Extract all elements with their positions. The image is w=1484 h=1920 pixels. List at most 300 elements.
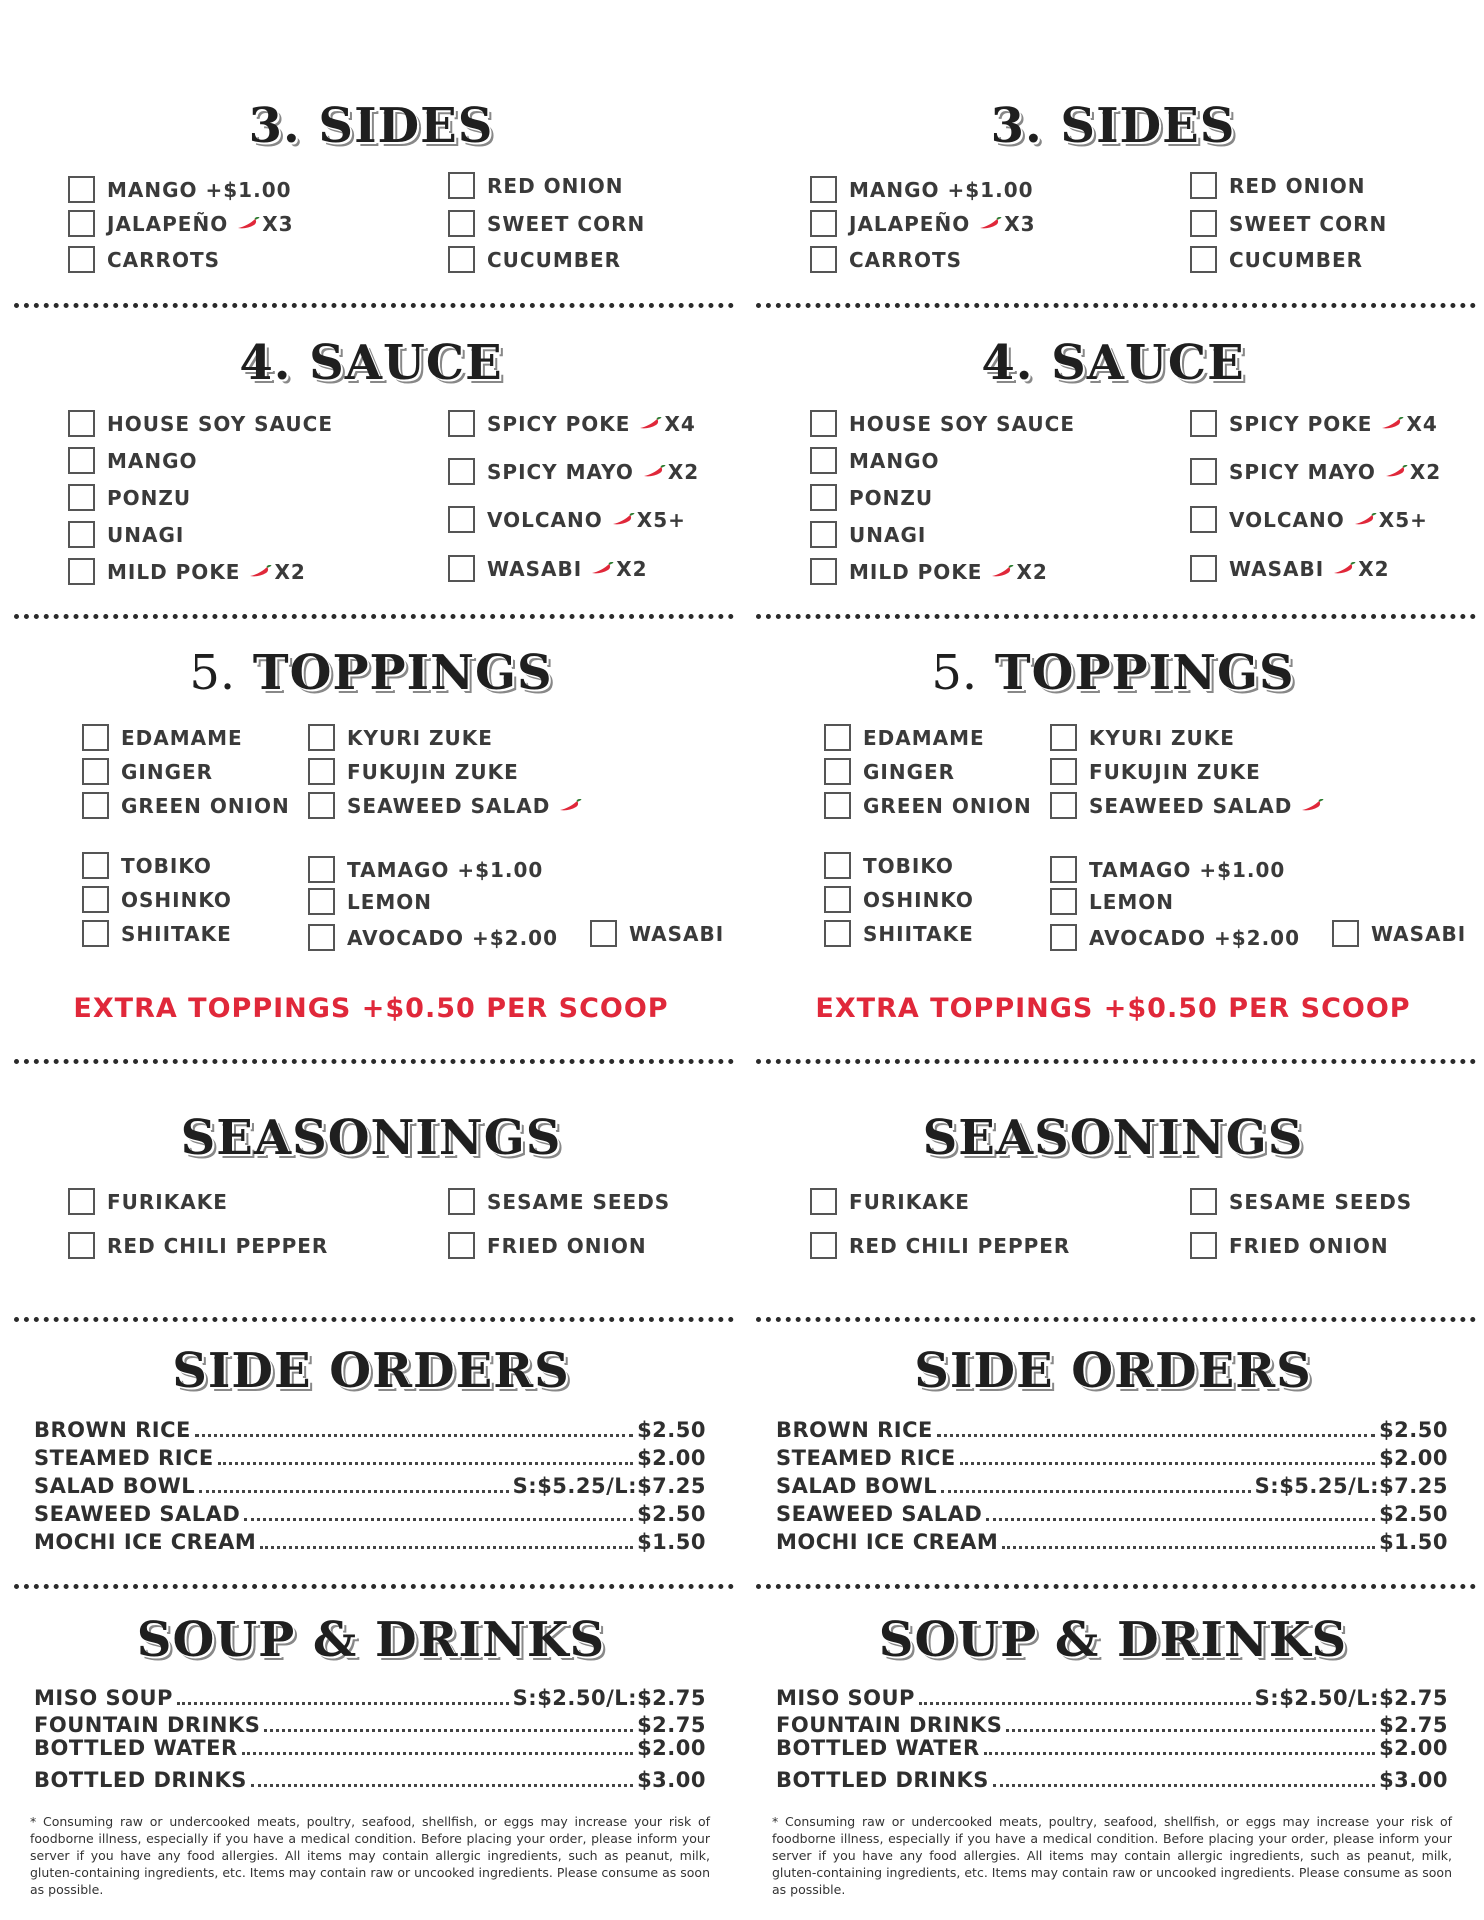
allergy-disclaimer: * Consuming raw or undercooked meats, poultry, seafood, shellfish, or eggs may increase your risk of foodborne illness, especially if you have a medical condition. Before placing your order, please inform your server if you have any food allergies. All items may contain allergic ingredients, such as peanut, milk, gluten-containing ingredients, etc. Items may contain raw or uncooked ingredients. Please consume as soon as possible.	[30, 1814, 710, 1897]
item-price: $2.00	[637, 1736, 706, 1760]
chili-pepper-icon	[978, 217, 1002, 230]
checkbox[interactable]	[1190, 458, 1217, 485]
checkbox[interactable]	[308, 856, 335, 883]
option-label: LEMON	[347, 889, 433, 914]
sides-title: 3. SIDES	[248, 98, 494, 154]
menu-row	[34, 1686, 706, 1710]
checkbox[interactable]	[68, 558, 95, 585]
checkbox[interactable]	[68, 521, 95, 548]
option-jalapeno[interactable]	[68, 210, 294, 237]
checkbox[interactable]	[810, 1232, 837, 1259]
sauce-title: 4. SAUCE	[981, 335, 1245, 391]
checkbox[interactable]	[68, 210, 95, 237]
checkbox[interactable]	[824, 724, 851, 751]
chili-pepper-icon	[638, 417, 662, 430]
checkbox[interactable]	[590, 920, 617, 947]
dot-leader	[1002, 1546, 1375, 1549]
option-label: LEMON	[1089, 889, 1175, 914]
section-divider	[14, 1584, 734, 1589]
section-divider	[14, 303, 734, 308]
chili-pepper-icon	[236, 217, 260, 230]
checkbox[interactable]	[824, 758, 851, 785]
menu-row	[34, 1502, 706, 1526]
menu-row	[776, 1686, 1448, 1710]
allergy-disclaimer: * Consuming raw or undercooked meats, poultry, seafood, shellfish, or eggs may increase your risk of foodborne illness, especially if you have a medical condition. Before placing your order, please inform your server if you have any food allergies. All items may contain allergic ingredients, such as peanut, milk, gluten-containing ingredients, etc. Items may contain raw or uncooked ingredients. Please consume as soon as possible.	[772, 1814, 1452, 1897]
heat-level: X4	[664, 411, 696, 436]
heat-level: X3	[1004, 211, 1036, 236]
option-label: SWEET CORN	[487, 211, 646, 236]
option-label: SWEET CORN	[1229, 211, 1388, 236]
option-oshinko[interactable]	[82, 886, 232, 913]
option-tamago[interactable]	[308, 856, 543, 883]
chili-pepper-icon	[990, 565, 1014, 578]
menu-row	[776, 1713, 1448, 1737]
checkbox[interactable]	[810, 246, 837, 273]
checkbox[interactable]	[308, 792, 335, 819]
chili-pepper-icon	[1353, 513, 1377, 526]
checkbox[interactable]	[448, 506, 475, 533]
item-name: MISO SOUP	[776, 1686, 915, 1710]
option-green-onion[interactable]	[824, 792, 1032, 819]
menu-row	[34, 1446, 706, 1470]
toppings-title	[742, 645, 1484, 701]
checkbox[interactable]	[1050, 888, 1077, 915]
option-red-onion[interactable]	[448, 172, 624, 199]
chili-pepper-icon	[611, 513, 635, 526]
option-green-onion[interactable]	[82, 792, 290, 819]
menu-row	[776, 1736, 1448, 1760]
checkbox[interactable]	[824, 852, 851, 879]
option-avocado[interactable]	[1050, 924, 1300, 951]
option-label: CARROTS	[849, 247, 963, 272]
option-mango[interactable]	[68, 176, 292, 203]
dot-leader	[960, 1462, 1375, 1465]
option-label: VOLCANO	[1229, 507, 1345, 532]
heat-level: X4	[1406, 411, 1438, 436]
extra-toppings-note: EXTRA TOPPINGS +$0.50 PER SCOOP	[73, 993, 669, 1024]
option-red-chili-pepper[interactable]	[810, 1232, 1070, 1259]
option-label: CUCUMBER	[1229, 247, 1364, 272]
option-spicy-poke[interactable]	[448, 410, 696, 437]
option-edamame[interactable]	[82, 724, 243, 751]
option-label: SHIITAKE	[863, 921, 974, 946]
option-volcano[interactable]	[1190, 506, 1428, 533]
item-name: STEAMED RICE	[34, 1446, 214, 1470]
item-name: STEAMED RICE	[776, 1446, 956, 1470]
option-mild-poke[interactable]	[810, 558, 1048, 585]
option-label: MANGO +$1.00	[107, 177, 292, 202]
item-name: BOTTLED WATER	[776, 1736, 980, 1760]
dot-leader	[199, 1490, 509, 1493]
item-price: $3.00	[637, 1768, 706, 1792]
checkbox[interactable]	[308, 724, 335, 751]
option-label: WASABI	[1229, 556, 1325, 581]
menu-row	[34, 1736, 706, 1760]
checkbox[interactable]	[68, 176, 95, 203]
checkbox[interactable]	[448, 172, 475, 199]
item-price: $2.50	[637, 1502, 706, 1526]
heat-level: X2	[1358, 556, 1390, 581]
heat-level: X2	[667, 459, 700, 484]
menu-row	[776, 1530, 1448, 1554]
checkbox[interactable]	[1050, 792, 1077, 819]
heat-level: X2	[274, 559, 306, 584]
option-ponzu[interactable]	[810, 484, 933, 511]
option-ginger[interactable]	[824, 758, 955, 785]
option-wasabi-sauce[interactable]	[1190, 555, 1390, 582]
heat-level: X5+	[636, 507, 686, 532]
option-sweet-corn[interactable]	[448, 210, 645, 237]
option-wasabi-sauce[interactable]	[448, 555, 648, 582]
item-price: $1.50	[637, 1530, 706, 1554]
item-name: MOCHI ICE CREAM	[776, 1530, 999, 1554]
item-name: MOCHI ICE CREAM	[34, 1530, 257, 1554]
chili-pepper-icon	[590, 562, 614, 575]
option-label: SPICY MAYO	[487, 459, 634, 484]
checkbox[interactable]	[810, 210, 837, 237]
option-cucumber[interactable]	[448, 246, 621, 273]
checkbox[interactable]	[1050, 724, 1077, 751]
toppings-title	[0, 645, 742, 701]
item-price: S:$5.25/L:$7.25	[512, 1474, 706, 1498]
checkbox[interactable]	[82, 920, 109, 947]
checkbox[interactable]	[1332, 920, 1359, 947]
option-label: TAMAGO +$1.00	[347, 857, 544, 882]
item-price: S:$5.25/L:$7.25	[1254, 1474, 1448, 1498]
option-furikake[interactable]	[68, 1188, 228, 1215]
option-label: SPICY MAYO	[1229, 459, 1376, 484]
heat-level: X2	[1016, 559, 1048, 584]
menu-row	[776, 1418, 1448, 1442]
menu-copy-right	[742, 0, 1484, 1920]
option-label: VOLCANO	[487, 507, 603, 532]
option-fried-onion[interactable]	[1190, 1232, 1389, 1259]
item-price: $2.00	[1379, 1446, 1448, 1470]
option-ponzu[interactable]	[68, 484, 191, 511]
checkbox[interactable]	[1050, 856, 1077, 883]
checkbox[interactable]	[82, 724, 109, 751]
option-label: FRIED ONION	[1229, 1233, 1389, 1258]
menu-row	[34, 1474, 706, 1498]
checkbox[interactable]	[824, 920, 851, 947]
dot-leader	[260, 1546, 633, 1549]
menu-row	[34, 1530, 706, 1554]
option-tobiko[interactable]	[824, 852, 954, 879]
option-label: WASABI	[1371, 921, 1467, 946]
dot-leader	[919, 1702, 1251, 1705]
soup-drinks-title: SOUP & DRINKS	[136, 1612, 606, 1668]
dot-leader	[984, 1752, 1375, 1755]
option-label: JALAPEÑO	[107, 211, 229, 236]
option-label: MILD POKE	[849, 559, 983, 584]
dot-leader	[244, 1518, 633, 1521]
option-lemon[interactable]	[1050, 888, 1174, 915]
option-label: TOBIKO	[863, 853, 954, 878]
option-label: OSHINKO	[121, 887, 232, 912]
option-jalapeno[interactable]	[810, 210, 1036, 237]
option-label: CARROTS	[107, 247, 221, 272]
checkbox[interactable]	[1050, 758, 1077, 785]
chili-pepper-icon	[1380, 417, 1404, 430]
option-mango-sauce[interactable]	[810, 447, 940, 474]
item-price: $1.50	[1379, 1530, 1448, 1554]
option-label: SPICY POKE	[1229, 411, 1373, 436]
side-orders-title: SIDE ORDERS	[172, 1343, 570, 1399]
heat-level: X2	[1409, 459, 1442, 484]
menu-row	[34, 1768, 706, 1792]
option-carrots[interactable]	[810, 246, 962, 273]
option-spicy-mayo[interactable]	[1190, 458, 1441, 485]
chili-pepper-icon	[248, 565, 272, 578]
dot-leader	[993, 1784, 1375, 1787]
option-mild-poke[interactable]	[68, 558, 306, 585]
chili-pepper-icon	[642, 465, 666, 478]
option-label: CUCUMBER	[487, 247, 622, 272]
checkbox[interactable]	[1190, 1188, 1217, 1215]
checkbox[interactable]	[308, 924, 335, 951]
checkbox[interactable]	[68, 410, 95, 437]
chili-pepper-icon	[558, 799, 582, 812]
option-label: RED CHILI PEPPER	[849, 1233, 1071, 1258]
dot-leader	[195, 1434, 633, 1437]
section-divider	[756, 1059, 1476, 1064]
checkbox[interactable]	[824, 792, 851, 819]
option-label: GINGER	[121, 759, 214, 784]
option-mango[interactable]	[810, 176, 1034, 203]
option-seaweed-salad[interactable]	[1050, 792, 1326, 819]
heat-level: X2	[616, 556, 648, 581]
seasonings-title: SEASONINGS	[180, 1110, 562, 1166]
chili-pepper-icon	[1332, 562, 1356, 575]
option-red-chili-pepper[interactable]	[68, 1232, 328, 1259]
section-divider	[14, 1059, 734, 1064]
option-label: SHIITAKE	[121, 921, 232, 946]
checkbox[interactable]	[448, 1188, 475, 1215]
option-spicy-poke[interactable]	[1190, 410, 1438, 437]
soup-drinks-title: SOUP & DRINKS	[878, 1612, 1348, 1668]
checkbox[interactable]	[810, 410, 837, 437]
option-sesame-seeds[interactable]	[1190, 1188, 1412, 1215]
option-tobiko[interactable]	[82, 852, 212, 879]
option-label: HOUSE SOY SAUCE	[107, 411, 333, 436]
option-oshinko[interactable]	[824, 886, 974, 913]
option-fukujin-zuke[interactable]	[1050, 758, 1261, 785]
section-divider	[14, 614, 734, 619]
item-price: $2.00	[637, 1446, 706, 1470]
option-label: RED ONION	[1229, 173, 1366, 198]
menu-row	[34, 1418, 706, 1442]
sauce-title: 4. SAUCE	[239, 335, 503, 391]
section-divider	[756, 1584, 1476, 1589]
item-name: FOUNTAIN DRINKS	[776, 1713, 1003, 1737]
section-divider	[756, 1317, 1476, 1322]
checkbox[interactable]	[810, 484, 837, 511]
item-price: $2.50	[1379, 1502, 1448, 1526]
dot-leader	[1006, 1729, 1375, 1732]
option-edamame[interactable]	[824, 724, 985, 751]
option-label: PONZU	[107, 485, 192, 510]
option-kyuri-zuke[interactable]	[1050, 724, 1235, 751]
side-orders-title: SIDE ORDERS	[914, 1343, 1312, 1399]
option-label: TAMAGO +$1.00	[1089, 857, 1286, 882]
item-name: FOUNTAIN DRINKS	[34, 1713, 261, 1737]
checkbox[interactable]	[1190, 210, 1217, 237]
checkbox[interactable]	[1190, 1232, 1217, 1259]
chili-pepper-icon	[1384, 465, 1408, 478]
dot-leader	[218, 1462, 633, 1465]
item-price: $2.75	[1379, 1713, 1448, 1737]
dot-leader	[941, 1490, 1251, 1493]
option-tamago[interactable]	[1050, 856, 1285, 883]
checkbox[interactable]	[448, 555, 475, 582]
dot-leader	[264, 1729, 633, 1732]
option-house-soy-sauce[interactable]	[68, 410, 333, 437]
checkbox[interactable]	[810, 558, 837, 585]
option-volcano[interactable]	[448, 506, 686, 533]
option-label: EDAMAME	[863, 725, 985, 750]
option-label: OSHINKO	[863, 887, 974, 912]
option-label: MILD POKE	[107, 559, 241, 584]
option-label: WASABI	[487, 556, 583, 581]
seasonings-title: SEASONINGS	[922, 1110, 1304, 1166]
checkbox[interactable]	[1190, 172, 1217, 199]
option-carrots[interactable]	[68, 246, 220, 273]
checkbox[interactable]	[810, 447, 837, 474]
option-label: FUKUJIN ZUKE	[347, 759, 519, 784]
checkbox[interactable]	[1190, 246, 1217, 273]
option-shiitake[interactable]	[82, 920, 232, 947]
option-wasabi-topping[interactable]	[590, 920, 724, 947]
item-name: BOTTLED WATER	[34, 1736, 238, 1760]
extra-toppings-note: EXTRA TOPPINGS +$0.50 PER SCOOP	[815, 993, 1411, 1024]
checkbox[interactable]	[68, 1232, 95, 1259]
option-label: GREEN ONION	[121, 793, 290, 818]
checkbox[interactable]	[1190, 410, 1217, 437]
option-red-onion[interactable]	[1190, 172, 1366, 199]
checkbox[interactable]	[82, 852, 109, 879]
option-label: HOUSE SOY SAUCE	[849, 411, 1075, 436]
option-label: FRIED ONION	[487, 1233, 647, 1258]
option-ginger[interactable]	[82, 758, 213, 785]
option-label: RED ONION	[487, 173, 624, 198]
option-label: FURIKAKE	[107, 1189, 228, 1214]
dot-leader	[242, 1752, 633, 1755]
heat-level: X5+	[1378, 507, 1428, 532]
checkbox[interactable]	[308, 888, 335, 915]
checkbox[interactable]	[68, 484, 95, 511]
checkbox[interactable]	[68, 1188, 95, 1215]
menu-row	[776, 1446, 1448, 1470]
option-kyuri-zuke[interactable]	[308, 724, 493, 751]
checkbox[interactable]	[448, 458, 475, 485]
checkbox[interactable]	[824, 886, 851, 913]
checkbox[interactable]	[448, 410, 475, 437]
option-label: SPICY POKE	[487, 411, 631, 436]
item-name: SALAD BOWL	[34, 1474, 196, 1498]
checkbox[interactable]	[448, 1232, 475, 1259]
option-fried-onion[interactable]	[448, 1232, 647, 1259]
option-label: KYURI ZUKE	[1089, 725, 1235, 750]
option-label: AVOCADO +$2.00	[347, 925, 558, 950]
option-label: KYURI ZUKE	[347, 725, 493, 750]
option-cucumber[interactable]	[1190, 246, 1363, 273]
checkbox[interactable]	[448, 246, 475, 273]
option-furikake[interactable]	[810, 1188, 970, 1215]
checkbox[interactable]	[810, 176, 837, 203]
toppings-title-number: 5.	[931, 645, 978, 701]
section-divider	[14, 1317, 734, 1322]
menu-row	[776, 1474, 1448, 1498]
checkbox[interactable]	[448, 210, 475, 237]
option-spicy-mayo[interactable]	[448, 458, 699, 485]
option-sesame-seeds[interactable]	[448, 1188, 670, 1215]
checkbox[interactable]	[68, 447, 95, 474]
checkbox[interactable]	[308, 758, 335, 785]
item-price: S:$2.50/L:$2.75	[512, 1686, 706, 1710]
option-label: SEAWEED SALAD	[1089, 793, 1293, 818]
checkbox[interactable]	[82, 886, 109, 913]
dot-leader	[986, 1518, 1375, 1521]
option-label: TOBIKO	[121, 853, 212, 878]
option-label: MANGO	[107, 448, 198, 473]
dot-leader	[251, 1784, 633, 1787]
option-house-soy-sauce[interactable]	[810, 410, 1075, 437]
checkbox[interactable]	[810, 1188, 837, 1215]
option-label: GINGER	[863, 759, 956, 784]
option-label: AVOCADO +$2.00	[1089, 925, 1300, 950]
option-label: EDAMAME	[121, 725, 243, 750]
option-shiitake[interactable]	[824, 920, 974, 947]
checkbox[interactable]	[1050, 924, 1077, 951]
checkbox[interactable]	[810, 521, 837, 548]
option-label: JALAPEÑO	[849, 211, 971, 236]
option-fukujin-zuke[interactable]	[308, 758, 519, 785]
item-name: BOTTLED DRINKS	[34, 1768, 247, 1792]
option-unagi[interactable]	[810, 521, 926, 548]
item-price: $3.00	[1379, 1768, 1448, 1792]
item-price: $2.50	[637, 1418, 706, 1442]
item-name: SALAD BOWL	[776, 1474, 938, 1498]
checkbox[interactable]	[1190, 506, 1217, 533]
item-price: S:$2.50/L:$2.75	[1254, 1686, 1448, 1710]
option-label: RED CHILI PEPPER	[107, 1233, 329, 1258]
menu-row	[776, 1768, 1448, 1792]
checkbox[interactable]	[68, 246, 95, 273]
option-label: MANGO	[849, 448, 940, 473]
item-name: SEAWEED SALAD	[776, 1502, 983, 1526]
checkbox[interactable]	[82, 792, 109, 819]
option-label: SESAME SEEDS	[1229, 1189, 1413, 1214]
checkbox[interactable]	[82, 758, 109, 785]
option-label: UNAGI	[849, 522, 927, 547]
item-price: $2.00	[1379, 1736, 1448, 1760]
checkbox[interactable]	[1190, 555, 1217, 582]
section-divider	[756, 303, 1476, 308]
option-label: PONZU	[849, 485, 934, 510]
item-price: $2.75	[637, 1713, 706, 1737]
section-divider	[756, 614, 1476, 619]
option-wasabi-topping[interactable]	[1332, 920, 1466, 947]
item-name: MISO SOUP	[34, 1686, 173, 1710]
option-mango-sauce[interactable]	[68, 447, 198, 474]
option-label: WASABI	[629, 921, 725, 946]
toppings-title-number: 5.	[189, 645, 236, 701]
option-seaweed-salad[interactable]	[308, 792, 584, 819]
option-avocado[interactable]	[308, 924, 558, 951]
option-sweet-corn[interactable]	[1190, 210, 1387, 237]
option-unagi[interactable]	[68, 521, 184, 548]
option-lemon[interactable]	[308, 888, 432, 915]
